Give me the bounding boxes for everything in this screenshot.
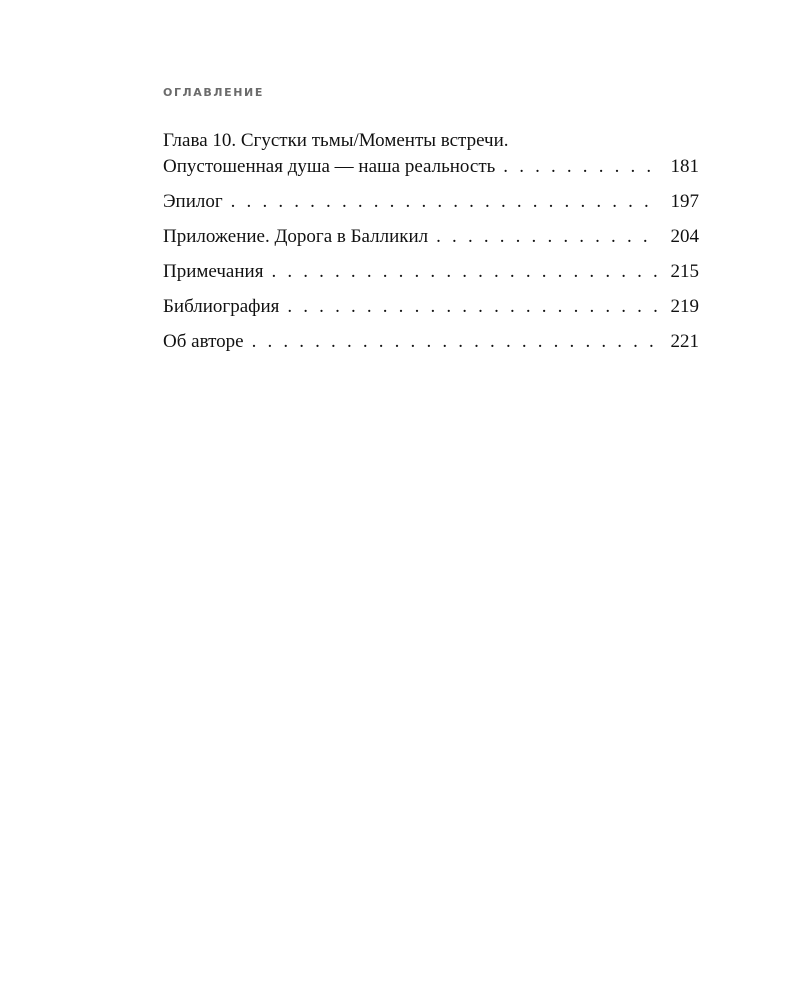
toc-entry-line [163,154,699,180]
toc-page-number: 215 [670,261,699,282]
toc-page-number: 221 [670,331,699,352]
dot-leader [503,154,659,180]
toc-entry-title: Эпилог [163,191,223,212]
toc-page-number: 197 [670,191,699,212]
dot-leader [231,189,659,215]
toc-entry-chapter-10 [163,128,699,180]
toc-page-number: 204 [670,226,699,247]
toc-entry-line [163,329,699,355]
toc-entry-title: Об авторе [163,331,244,352]
toc-entry-notes [163,259,699,285]
toc-entry-line [163,224,699,250]
toc-entry-title: Библиография [163,296,280,317]
dot-leader [271,259,659,285]
toc-entry-line [163,189,699,215]
toc-entry-epilogue [163,189,699,215]
dot-leader [436,224,659,250]
toc-entry-appendix [163,224,699,250]
dot-leader [287,294,659,320]
table-of-contents [163,128,699,355]
toc-entry-line [163,294,699,320]
toc-page-number: 219 [670,296,699,317]
toc-entry-title: Приложение. Дорога в Балликил [163,226,429,247]
toc-entry-title: Опустошенная душа — наша реальность [163,156,496,177]
toc-entry-bibliography [163,294,699,320]
toc-entry-line [163,259,699,285]
toc-entry-title: Глава 10. Сгустки тьмы/Моменты встречи. [163,130,509,151]
toc-page-number: 181 [670,156,699,177]
toc-entry-title: Примечания [163,261,264,282]
running-head: ОГЛАВЛЕНИЕ [163,86,264,99]
dot-leader [252,329,659,355]
toc-entry-title-line [163,128,699,154]
toc-entry-about-author [163,329,699,355]
